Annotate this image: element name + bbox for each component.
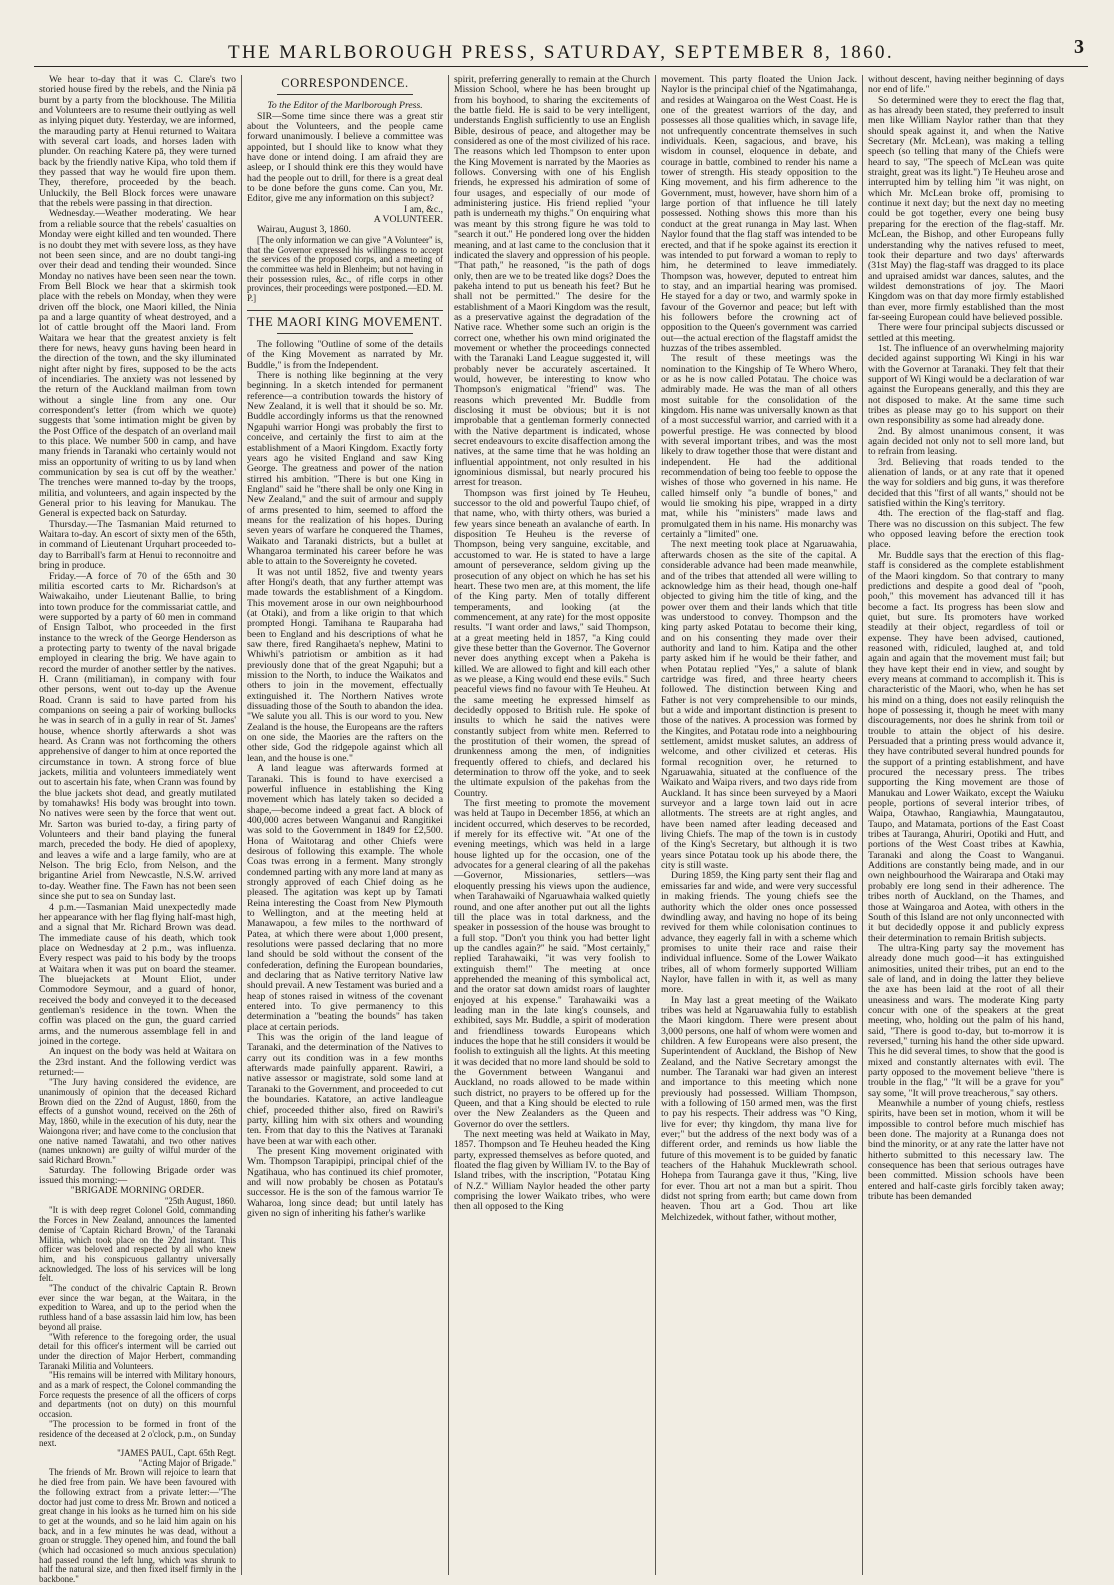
- paragraph: Mr. Buddle says that the erection of this flag-staff is considered as the complete establishment of the Maori kingdom. So that contrary to many predictions and despite a good deal of "pooh, pooh," this movement has advanced till it has become a fact. Its progress has been slow and quiet, but sure. Its promoters have worked steadily at their object, regardless of toil or expense. They have been advised, cautioned, reasoned with, ridiculed, laughed at, and told again and again that the movement must fail; but they have kept their end in view, and sought by every means at command to accomplish it. This is characteristic of the Maori, who, when he has set his mind on a thing, does not easily relinquish the hope of possessing it, though he meet with many discouragements, nor does he shrink from toil or trouble to attain the object of his desire. Persuaded that a printing press would advance it, they have contributed several hundred pounds for the support of a printing establishment, and have procured the necessary press. The tribes supporting the King movement are those of Manukau and Lower Waikato, except the Waiuku people, portions of several interior tribes, of Waipa, Otawhao, Rangiawhia, Maungatautou, Taupo, and Matamata, portions of the East Coast tribes at Tauranga, Ahuriri, Opotiki and Hutt, and portions of the West Coast tribes at Kawhia, Taranaki and along the Coast to Wanganui. Additions are constantly being made, and in our own neighbourhood the Wairarapa and Otaki may probably ere long send in their adherence. The tribes north of Auckland, on the Thames, and those at Waingaroa and Aotea, with others in the South of this Island are not only unconnected with it but decidedly oppose it and publicly express their determination to remain British subjects.: [868, 549, 1064, 944]
- paragraph: movement. This party floated the Union Jack. Naylor is the principal chief of the Ngatimahanga, and resides at Waingaroa on the West Coast. He is one of the greatest warriors of the day, and possesses all those qualities which, in savage life, not unfrequently concentrate themselves in such individuals. Keen, sagacious, and brave, his wisdom in counsel, eloquence in debate, and courage in battle, combined to render his name a tower of strength. His steady opposition to the King movement, and his firm adherence to the Government, must, however, have shorn him of a large portion of that influence he till lately possessed. Nothing shows this more than his conduct at the great runanga in May last. When Naylor found that the flag staff was intended to be erected, and that if he spoke against its erection it was intended to put forward a woman to reply to him, he determined to leave immediately. Thompson was, however, deputed to entreat him to stay, and an impartial hearing was promised. He stayed for a day or two, and warmly spoke in favour of the Governor and peace; but left with his followers before the crowning act of opposition to the Queen's government was carried out—the actual erection of the flagstaff amidst the huzzas of the tribes assembled.: [661, 74, 857, 354]
- paragraph: "The Jury having considered the evidence, are unanimously of opinion that the deceased Richard Brown died on the 22nd of August, 1860, from the effects of a gunshot wound, received on the 26th of May, 1860, while in the execution of his duty, near the Waiongona river; and have come to the conclusion that one native named Tawatahi, and two other natives (names unknown) are guilty of wilful murder of the said Richard Brown.": [39, 1077, 236, 1165]
- paragraph: It was not until 1852, five and twenty years after Hongi's death, that any further attempt was made towards the establishment of a Kingdom. This movement arose in our own neighbourhood (at Otaki), and from a like origin to that which prompted Hongi. Tamihana te Rauparaha had been to England and his descriptions of what he saw there, fired Rangihaeta's nephew, Matini to Whiwhi's patriotism or ambition as it had previously done that of the great Ngapuhi; but a mission to the North, to induce the Waikatos and others to join in the movement, effectually extinguished it. The Northern Natives wrote dissuading those of the South to abandon the idea. "We salute you all. This is our word to you. New Zealand is the house, the Europeans are the rafters on one side, the Maories are the rafters on the other side, God the ridgepole against which all lean, and the house is one.": [247, 566, 443, 764]
- paragraph: The first meeting to promote the movement was held at Taupo in December 1856, at which an incident occurred, which deserves to be recorded, if merely for its effective wit. "At one of the evening meetings, which was held in a large house lighted up for the occasion, one of the advocates for a general clearing of all the pakehas—Governor, Missionaries, settlers—was eloquently pressing his views upon the audience, when Tarahawaiki of Ngaruawhaia walked quietly round, and one after another put out all the lights till the place was in total darkness, and the speaker in possession of the house was brought to a full stop. "Don't you think you had better light up the candles again?" he said. "Most certainly," replied Tarahawaiki, "it was very foolish to extinguish them!" The meeting at once apprehended the meaning of this symbolical act, and the orator sat down amidst roars of laughter enjoyed at his expense." Tarahawaiki was a leading man in the late king's counsels, and exhibited, says Mr. Buddle, a spirit of moderation and friendliness towards Europeans which induces the hope that he still considers it would be foolish to extinguish all the lights. At this meeting it was decided that no more land should be sold to the Government between Wanganui and Auckland, no roads allowed to be made within such district, no prayers to be offered up for the Queen, and that a King should be elected to rule over the New Zealanders as the Queen and Governor do over the settlers.: [454, 798, 650, 1130]
- paragraph: Thursday.—The Tasmanian Maid returned to Waitara to-day. An escort of sixty men of the 65th, in command of Lieutenant Urquhart proceeded to-day to Barriball's farm at Henui to reconnoitre and bring in produce.: [39, 518, 236, 572]
- paragraph: We hear to-day that it was C. Clare's two storied house fired by the rebels, and the Ninia pā burnt by a party from the blockhouse. The Militia and Volunteers are to resume their outlying as well as inlying piquet duty. Yesterday, we are informed, the marauding party at Henui returned to Waitara with several cart loads, and horses laden with plunder. On reaching Katere pā, they were turned back by the friendly native Kipa, who told them if they passed that way he would fire upon them. They, therefore, proceeded by the beach. Unluckily, the Bell Block forces were unaware that the rebels were passing in that direction.: [39, 74, 236, 210]
- paragraph: The ultra-King party say the movement has already done much good—it has extinguished animosities, united their tribes, put an end to the sale of land, and in doing the latter they believe the axe has been laid at the root of all their uneasiness and wars. The moderate King party concur with one of the speakers at the great meeting, who, holding out the palm of his hand, said, "There is good to-day, but to-morrow it is reversed," turning his hand the other side upward. This he did several times, to show that the good is mixed and constantly alternates with evil. The party opposed to the movement believe "there is trouble in the flag," "It will be a grave for you" say some, "It will prove treacherous," say others.: [868, 942, 1064, 1099]
- paragraph: During 1859, the King party sent their flag and emissaries far and wide, and were very successful in making friends. The young chiefs see the authority which the older ones once possessed dwindling away, and having no hope of its being revived for them while colonisation continues to advance, they eagerly fall in with a scheme which promises to unite their race and raise their individual influence. Some of the Lower Waikato tribes, all of whom formerly supported William Naylor, have fallen in with it, as well as many more.: [661, 870, 857, 996]
- paragraph: "It is with deep regret Colonel Gold, commanding the Forces in New Zealand, announces the lamented demise of 'Captain Richard Brown,' of the Taranaki Militia, which took place on the 22nd instant. This officer was beloved and respected by all who knew him, and his conspicuous gallantry universally acknowledged. The loss of his services will be long felt.: [39, 1205, 236, 1284]
- paragraph: Meanwhile a number of young chiefs, restless spirits, have been set in motion, whom it will be impossible to control before much mischief has been done. The majority at a Runanga does not bind the minority, or at any rate the latter have not hitherto submitted to this necessary law. The consequence has been that serious outrages have been committed. Mission schools have been entered and half-caste girls forcibly taken away; tribute has been demanded: [868, 1098, 1064, 1203]
- paragraph: So determined were they to erect the flag that, as has already been stated, they preferred to insult men like William Naylor rather than that they should speak against it, and when the Native Secretary (Mr. McLean), was making a telling speech (so telling that many of the Chiefs were heard to say, "The speech of McLean was quite straight, great was its light.") Te Heuheu arose and interrupted him by telling him "it was night, on which Mr. McLean broke off, promising to continue it next day; but the next day no meeting could be got together, every one being busy preparing for the erection of the flag-staff. Mr. McLean, the Bishop, and other Europeans fully understanding why the natives refused to meet, took their departure and two days' afterwards (31st May) the flag-staff was dragged to its place and upraised amidst war dances, salutes, and the wildest demonstrations of joy. The Maori Kingdom was on that day more firmly established than ever, more firmly established than the most far-seeing European could have believed possible.: [868, 94, 1064, 323]
- masthead: [34, 20, 1088, 63]
- section-heading: CORRESPONDENCE.: [281, 76, 409, 90]
- column-4: [655, 75, 862, 1575]
- paragraph: "With reference to the foregoing order, the usual detail for this officer's interment will be carried out under the direction of Major Herbert, commanding Taranaki Militia and Volunteers.: [39, 1331, 236, 1371]
- paragraph: There were four principal subjects discussed or settled at this meeting.: [868, 322, 1064, 344]
- column-5: [862, 75, 1069, 1575]
- paragraph: 3rd. Believing that roads tended to the alienation of lands, or at any rate that it opened the way for soldiers and big guns, it was therefore decided that this "first of all wants," should not be satisfied within the King's territory.: [868, 456, 1064, 510]
- paragraph: spirit, preferring generally to remain at the Church Mission School, where he has been brought up from his boyhood, to sharing the excitements of the battle field. He is said to be very intelligent, understands English sufficiently to use an English Bible, desirous of peace, and altogether may be considered as one of the most civilized of his race. The reasons which led Thompson to enter upon the King Movement is narrated by the Maories as follows. Conversing with one of his English friends, he expressed his admiration of some of four usages, and especially of our mode of administering justice. His friend replied "your path is underneath my thighs." On enquiring what was meant by this strong figure he was told to "search it out." He pondered long over the hidden meaning, and at last came to the conclusion that it indicated the slavery and oppression of his people. "That path," he reasoned, "is the path of dogs only, then are we to be treated like dogs? Does the pakeha intend to put us beneath his feet? But he shall not be permitted." The desire for the establishment of a Maori Kingdom was the result, as a preservative against the degradation of the Native race. Whether some such an origin is the correct one, whether his own mind originated the movement or whether the proceedings connected with the Taranaki Land League suggested it, will probably never be accurately ascertained. It would, however, be interesting to know who Thompson's enigmatical "friend" was. The reasons which prevented Mr. Buddle from disclosing it must be obvious; but it is not improbable that a gentleman formerly connected with the Native department is indicated, whose secret endeavours to excite disaffection among the natives, at the same time that he was holding an influential appointment, not only resulted in his ignominious dismissal, but nearly procured his arrest for treason.: [454, 74, 650, 489]
- paragraph: "The conduct of the chivalric Captain R. Brown ever since the war began, at the Waitara, in the expedition to Warea, and up to the period when the ruthless hand of a base assassin laid him low, has been beyond all praise.: [39, 1283, 236, 1332]
- paragraph: The following "Outline of some of the details of the King Movement as narrated by Mr. Buddle," is from the Independent.: [247, 339, 443, 371]
- page-number: 3: [1074, 36, 1084, 58]
- paragraph: In May last a great meeting of the Waikato tribes was held at Ngaruawahia fully to establish the Maori kingdom. There were present about 3,000 persons, one half of whom were women and children. A few Europeans were also present, the Superintendent of Auckland, the Bishop of New Zealand, and the Native Secretary amongst the number. The Taranaki war had given an interest and importance to this meeting which none previously had possessed. William Thompson, with a following of 150 armed men, was the first to pay his respects. Their address was "O King, live for ever; thy kingdom, thy mana live for ever;" but the address of the next body was of a different order, and reminds us how liable the future of this movement is to be guided by fanatic teachers of the Hahahuk Mucklewrath school. Hohepa from Tauranga gave it thus, "King, live for ever. Thou art not a man but a spirit. Thou didst not spring from earth; but came down from heaven. Thou art a God. Thou art like Melchizedek, without father, without mother,: [661, 994, 857, 1223]
- paragraph: A land league was afterwards formed at Taranaki. This is found to have exercised a powerful influence in establishing the King movement which has lately taken so decided a shape,—become indeed a great fact. A block of 400,000 acres between Wanganui and Rangitikei was sold to the Government in 1849 for £2,500. Hona of Waitotarag and other Chiefs were desirous of following this example. The whole Coas twas errong in a ferment. Many strongly condemned parting with any more land at many as strongly approved of each Chief doing as he pleased. The agitation was kept up by Tamati Reina interesting the Coast from New Plymouth to Wellington, and at the meeting held at Manawapou, a few miles to the northward of Patea, at which there were about 1,000 present, resolutions were passed declaring that no more land should be sold without the consent of the confederation, defining the European boundaries, and declaring that as Native territory Native law should prevail. A new Testament was buried and a heap of stones raised in witness of the covenant entered into. To give permanency to this determination a "beating the bounds" has taken place at certain periods.: [247, 763, 443, 1033]
- brigade-order-date: "25th August, 1860.: [164, 1195, 236, 1206]
- paragraph: 4 p.m.—Tasmanian Maid unexpectedly made her appearance with her flag flying half-mast high, and a signal that Mr. Richard Brown was dead. The immediate cause of his death, which took place on Wednesday at 2 p.m., was influenza. Every respect was paid to his body by the troops at Waitara when it was put on board the steamer. The bluejackets at Mount Eliot, under Commodore Seymour, and a guard of honor, received the body and conveyed it to the deceased gentleman's residence in the town. When the coffin was placed on the gun, the guard carried arms, and the numerous assemblage fell in and joined in the cortege.: [39, 901, 236, 1047]
- signature-title: "Acting Major of Brigade.": [138, 1457, 236, 1468]
- letter-place-date: Wairau, August 3, 1860.: [257, 224, 351, 236]
- paragraph: There is nothing like beginning at the very beginning. In a sketch intended for permanent reference—a contribution towards the history of New Zealand, it is well that it should be so. Mr. Buddle accordingly informs us that the renowned Ngapuhi warrior Hongi was probably the first to conceive, and certainly the first to aim at the establishment of a Maori Kingdom. Exactly forty years ago he visited England and saw King George. The greatness and power of the nation stirred his ambition. "There is but one King in England" said he "there shall be only one King in New Zealand," and the suit of armour and supply of arms presented to him, seemed to afford the means for the realization of his hopes. During seven years of warfare he conquered the Thames, Waikato and Taranaki districts, but a bullet at Whangaroa terminated his career before he was able to attain to the Sovereignty he coveted.: [247, 370, 443, 568]
- paragraph: "The procession to be formed in front of the residence of the deceased at 2 o'clock, p.m., on Sunday next.: [39, 1418, 236, 1449]
- letter-address: To the Editor of the Marlborough Press.: [267, 100, 423, 112]
- column-3: [448, 75, 655, 1575]
- paragraph: 4th. The erection of the flag-staff and flag. There was no discussion on this subject. The few who opposed leaving before the erection took place.: [868, 508, 1064, 551]
- paragraph: The next meeting took place at Ngaruawahia, afterwards chosen as the site of the capital. A considerable advance had been made meanwhile, and of the tribes that attended all were willing to acknowledge him as their head, though one-half objected to giving him the title of king, and the power over them and their lands which that title was understood to convey. Thompson and the king party asked Potatau to become their king, and on his consenting they made over their authority and land to him. Katipa and the other party asked him if he would be their father, and when Potatau replied "Yes," a salute of blank cartridge was fired, and three hearty cheers followed. The distinction between King and Father is not very comprehensible to our minds, but a wide and important distinction is present to those of the natives. A procession was formed by the Kingites, and Potatau rode into a neighbouring settlement, amidst musket salutes, an address of welcome, and other civilized et ceteras. His formal recognition over, he returned to Ngaruawahia, situated at the confluence of the Waikato and Waipa rivers, and two days ride from Auckland. It has since been surveyed by a Maori surveyor and a large town laid out in acre allotments. The streets are at right angles, and have been named after leading deceased and living Chiefs. The map of the town is in custody of the King's Secretary, but although it is two years since Potatau took up his abode there, the city is still waste.: [661, 539, 857, 872]
- paragraph: Saturday. The following Brigade order was issued this morning:—: [39, 1164, 236, 1187]
- paragraph: This was the origin of the land league of Taranaki, and the determination of the Natives to carry out its condition was in a few months afterwards made painfully apparent. Rawiri, a native assessor or magistrate, sold some land at Taranaki to the Government, and proceeded to cut the boundaries. Katatore, an active landleague chief, proceeded thither also, fired on Rawiri's party, killing him with six others and wounding ten. From that day to this the Natives at Taranaki have been at war with each other.: [247, 1032, 443, 1147]
- paragraph: Friday.—A force of 70 of the 65th and 30 militia escorted carts to Mr. Richardson's at Waiwakaiho, under Lieutenant Ballie, to bring into town produce for the commissariat cattle, and were supported by a party of 60 men in command of Ensign Talbot, who proceeded in the first instance to the wreck of the George Henderson as a protecting party to twenty of the naval brigade employed in clearing the brig. We have again to record the murder of another settler by the natives. H. Crann (militiaman), in company with four other persons, went out to-day up the Avenue Road. Crann is said to have parted from his companions on seeing a pair of working bullocks he was in search of in a gully in rear of St. James' house, whence shortly afterwards a shot was heard. As Crann was not forthcoming the others apprehensive of danger to him at once reported the circumstance in town. A strong force of blue jackets, militia and volunteers immediately went out to ascertain his fate, when Crann was found by the blue jackets shot dead, and greatly mutilated by tomahawks! His body was brought into town. No natives were seen by the force that went out. Mr. Sarton was buried to-day, a firing party of Volunteers and their band playing the funeral march, preceded the body. He died of apoplexy, and leaves a wife and a large family, who are at Nelson. The brig Eclo, from Nelson, and the brigantine Ariel from Newcastle, N.S.W. arrived to-day. Weather fine. The Fawn has not been seen since she put to sea on Sunday last.: [39, 570, 236, 903]
- paragraph: Wednesday.—Weather moderating. We hear from a reliable source that the rebels' casualties on Monday were eight killed and ten wounded. There is no doubt they met with severe loss, as they have not been seen since, and are no doubt tangi-ing over their dead and tending their wounded. Since Monday no natives have been seen near the town. From Bell Block we hear that a skirmish took place with the rebels on Monday, when they were driven off the block, one Maori killed, the Ninia pa and a large quantity of wheat destroyed, and a lot of cattle brought off the Maori land. From Waitara we hear that the greatest anxiety is felt there for news, heavy guns having been heard in the direction of the town, and the sky illuminated night after night by fires, supposed to be the acts of incendiaries. The anxiety was not lessened by the return of the Auckland mailman from town without a single line from any one. Our correspondent's letter (from which we quote) suggests that 'some intimation might be given by the Post Office of the despatch of an overland mail to this place. We number 500 in camp, and have many friends in Taranaki who certainly would not miss an opportunity of writing to us by land when communication by sea is cut off by the weather.' The trenches were manned to-day by the troops, militia, and volunteers, and again inspected by the General prior to his leaving for Manukau. The General is expected back on Saturday.: [39, 208, 237, 520]
- paragraph: 1st. The influence of an overwhelming majority decided against supporting Wi Kingi in his war with the Governor at Taranaki. They felt that their support of Wi Kingi would be a declaration of war against the Europeans generally, and this they are not disposed to make. At the same time such tribes as please may go to his support on their own responsibility as some had already done.: [868, 342, 1064, 427]
- signature: "JAMES PAUL, Capt. 65th Regt.: [117, 1447, 236, 1458]
- paragraph: without descent, having neither beginning of days nor end of life.": [868, 74, 1064, 96]
- letter-signature: A VOLUNTEER.: [373, 214, 443, 226]
- divider: [247, 310, 443, 311]
- section-heading: THE MAORI KING MOVEMENT.: [247, 314, 443, 329]
- column-1: [34, 74, 241, 1585]
- paragraph: "His remains will be interred with Military honours, and as a mark of respect, the Colonel commanding the Force requests the presence of all the officers of corps and departments (not on duty) on this mournful occasion.: [39, 1370, 236, 1420]
- divider: [277, 333, 413, 334]
- paragraph: SIR—Some time since there was a great stir about the Volunteers, and the people came forward unanimously. I believe a committee was appointed, but I should like to know what they have done or intend doing. I am afraid they are asleep, or I should think ere this they would have had the people out to drill, for there is a great deal to be done before the guns come. Can you, Mr. Editor, give me any information on this subject?: [247, 110, 443, 205]
- paragraph: An inquest on the body was held at Waitara on the 23rd instant. And the following verdict was returned:—: [39, 1046, 236, 1078]
- editor-note: [The only information we can give "A Volunteer" is, that the Governor expressed his willingness to accept the services of the proposed corps, and a meeting of the committee was held in Blenheim; but not having in their possession rules, &c., of rifle corps in other provinces, their proceedings were postponed.—ED. M. P.]: [247, 234, 443, 304]
- paragraph: The result of these meetings was the nomination to the Kingship of Te Whero Whero, or as he is now called Potatau. The choice was admirably made. He was the man of all others most suitable for the consolidation of the kingdom. His name was universally known as that of a most successful warrior, and carried with it a powerful prestige. He was connected by blood with several important tribes, and was the most likely to draw together those that were distant and independent. He had the additional recommendation of being too feeble to oppose the wishes of those who governed in his name. He called himself only "a bundle of bones," and would lie smoking his pipe, wrapped in a dirty mat, while his "ministers" made laws and promulgated them in his name. His monarchy was certainly a "limited" one.: [661, 353, 857, 541]
- paragraph: The next meeting was held at Waikato in May, 1857. Thompson and Te Heuheu headed the King party, expressed themselves as before quoted, and floated the flag given by William IV. to the Bay of Island tribes, with the inscription, "Potatau King of N.Z." William Naylor headed the other party comprising the lower Waikato tribes, who were then all opposed to the King: [454, 1129, 650, 1213]
- column-2: [241, 75, 448, 1575]
- paragraph: 2nd. By almost unanimous consent, it was again decided not only not to sell more land, but to refrain from leasing.: [868, 425, 1064, 458]
- masthead-rule: [34, 66, 1088, 67]
- letter-closing: I am, &c.,: [403, 203, 443, 215]
- paragraph: Thompson was first joined by Te Heuheu, successor to the old and powerful Taupo chief, of that name, who, with thirty others, was buried a few years since beneath an avalanche of earth. In disposition Te Heuheu is the reverse of Thompson, being very sanguine, excitable, and accustomed to war. He is stated to have a large amount of perseverance, seldom giving up the prosecution of any object on which he has set his heart. These two men are, at this moment, the life of the King party. Men of totally different temperaments, and looking (at the commencement, at any rate) for the most opposite results. "I want order and laws," said Thompson, at a great meeting held in 1857, "a King could give these better than the Governor. The Governor never does anything except when a Pakeha is killed. We are allowed to fight and kill each other as we please, a King would end these evils." Such peaceful views find no favour with Te Heuheu. At the same meeting he expressed himself as decidedly opposed to British rule. He spoke of insults to which he said the natives were constantly subject from white men. Referred to the prostitution of their women, the spread of drunkenness among the men, of indignities frequently offered to chiefs, and declared his determination to throw off the yoke, and to seek the ultimate expulsion of the pakehas from the Country.: [454, 487, 650, 799]
- newspaper-title: THE MARLBOROUGH PRESS, SATURDAY, SEPTEMBER 8, 1860.: [227, 42, 895, 63]
- divider: [277, 94, 413, 95]
- paragraph: The friends of Mr. Brown will rejoice to learn that he died free from pain. We have been favoured with the following extract from a private letter:—"The doctor had just come to dress Mr. Brown and noticed a great change in his looks as he turned him on his side to get at the wounds, and so he laid him again on his back, and in a few minutes he was dead, without a groan or struggle. They opened him, and found the ball (which had occasioned so much anxious speculation) had passed round the left lung, which was shrunk to half the natural size, and then fixed itself firmly in the backbone.": [39, 1467, 236, 1585]
- columns: [34, 74, 1088, 1585]
- paragraph: The present King movement originated with Wm. Thompson Tarapipipi, principal chief of the Ngatihaua, who has continued its chief promoter, and will now probably be chosen as Potatau's successor. He is the son of the famous warrior Te Waharoa, long since dead; but until lately has given no sign of inheriting his father's warlike: [247, 1145, 443, 1219]
- brigade-order-heading: "BRIGADE MORNING ORDER.: [70, 1185, 205, 1197]
